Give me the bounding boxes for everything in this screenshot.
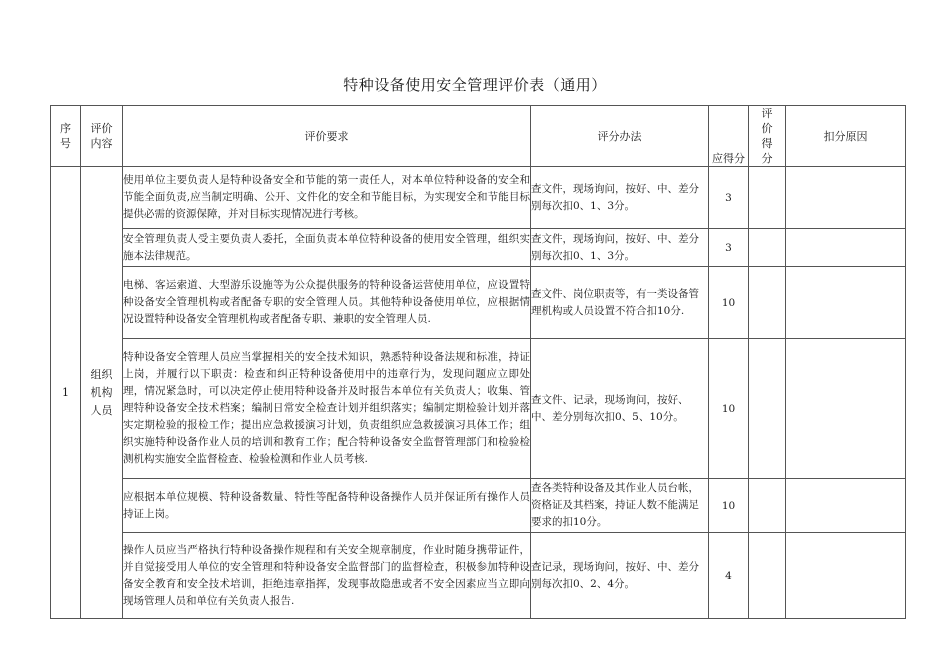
method-cell: 查文件、岗位职责等，有一类设备管理机构或人员设置不符合扣10分. — [531, 267, 709, 339]
header-content: 评价内容 — [81, 106, 123, 167]
header-requirement: 评价要求 — [123, 106, 531, 167]
reason-cell — [786, 267, 906, 339]
method-cell: 查文件、记录，现场询问，按好、中、差分别每次扣0、5、10分。 — [531, 339, 709, 479]
due-score-cell: 10 — [709, 479, 749, 533]
header-deduction-reason: 扣分原因 — [786, 106, 906, 167]
got-score-cell — [749, 167, 786, 229]
got-score-cell — [749, 229, 786, 267]
reason-cell — [786, 229, 906, 267]
table-row — [51, 479, 906, 533]
requirement-cell: 操作人员应当严格执行特种设备操作规程和有关安全规章制度，作业时随身携带证件，并自觉接受用人单位的安全管理和特种设备安全监督部门的监督检查，积极参加特种设备安全教育和安全技术培训，拒绝违章指挥，发现事故隐患或者不安全因素应当立即向现场管理人员和单位有关负责人报告. — [123, 533, 531, 619]
requirement-cell: 使用单位主要负责人是特种设备安全和节能的第一责任人，对本单位特种设备的安全和节能全面负责,应当制定明确、公开、文件化的安全和节能目标，为实现安全和节能目标提供必需的资源保障，并对目标实现情况进行考核。 — [123, 167, 531, 229]
table-row — [51, 267, 906, 339]
method-cell: 查文件，现场询问，按好、中、差分别每次扣0、1、3分。 — [531, 229, 709, 267]
got-score-cell — [749, 339, 786, 479]
header-method: 评分办法 — [531, 106, 709, 167]
due-score-cell: 10 — [709, 267, 749, 339]
due-score-cell: 3 — [709, 167, 749, 229]
got-score-cell — [749, 479, 786, 533]
table-row — [51, 167, 906, 229]
table-row — [51, 533, 906, 619]
due-score-cell: 3 — [709, 229, 749, 267]
evaluation-table — [50, 105, 906, 619]
header-row — [51, 106, 906, 167]
table-row — [51, 339, 906, 479]
due-score-cell: 4 — [709, 533, 749, 619]
method-cell: 查各类特种设备及其作业人员台帐，资格证及其档案，持证人数不能满足要求的扣10分。 — [531, 479, 709, 533]
header-due-score: 应得分 — [709, 106, 749, 167]
group-seq: 1 — [51, 167, 81, 619]
got-score-cell — [749, 267, 786, 339]
requirement-cell: 安全管理负责人受主要负责人委托，全面负责本单位特种设备的使用安全管理，组织实施本法律规范。 — [123, 229, 531, 267]
header-got-score: 评价得分 — [749, 106, 786, 167]
method-cell: 查文件，现场询问，按好、中、差分别每次扣0、1、3分。 — [531, 167, 709, 229]
requirement-cell: 电梯、客运索道、大型游乐设施等为公众提供服务的特种设备运营使用单位，应设置特种设备安全管理机构或者配备专职的安全管理人员。其他特种设备使用单位，应根据情况设置特种设备安全管理机构或者配备专职、兼职的安全管理人员. — [123, 267, 531, 339]
header-seq: 序号 — [51, 106, 81, 167]
requirement-cell: 特种设备安全管理人员应当掌握相关的安全技术知识，熟悉特种设备法规和标准，持证上岗，并履行以下职责：检查和纠正特种设备使用中的违章行为，发现问题应立即处理，情况紧急时，可以决定停止使用特种设备并及时报告本单位有关负责人；收集、管理特种设备安全技术档案；编制日常安全检查计划并组织落实；编制定期检验计划并落实定期检验的报检工作；提出应急救援演习计划，负责组织应急救援演习具体工作；组织实施特种设备作业人员的培训和教育工作；配合特种设备安全监督管理部门和检验检测机构实施安全监督检查、检验检测和作业人员考核. — [123, 339, 531, 479]
reason-cell — [786, 479, 906, 533]
page-title: 特种设备使用安全管理评价表（通用） — [343, 76, 607, 94]
method-cell: 查记录，现场询问，按好、中、差分别每次扣0、2、4分。 — [531, 533, 709, 619]
table-row — [51, 229, 906, 267]
reason-cell — [786, 339, 906, 479]
group-content: 组织机构人员 — [81, 167, 123, 619]
reason-cell — [786, 167, 906, 229]
requirement-cell: 应根据本单位规模、特种设备数量、特性等配备特种设备操作人员并保证所有操作人员持证上岗。 — [123, 479, 531, 533]
got-score-cell — [749, 533, 786, 619]
reason-cell — [786, 533, 906, 619]
due-score-cell: 10 — [709, 339, 749, 479]
